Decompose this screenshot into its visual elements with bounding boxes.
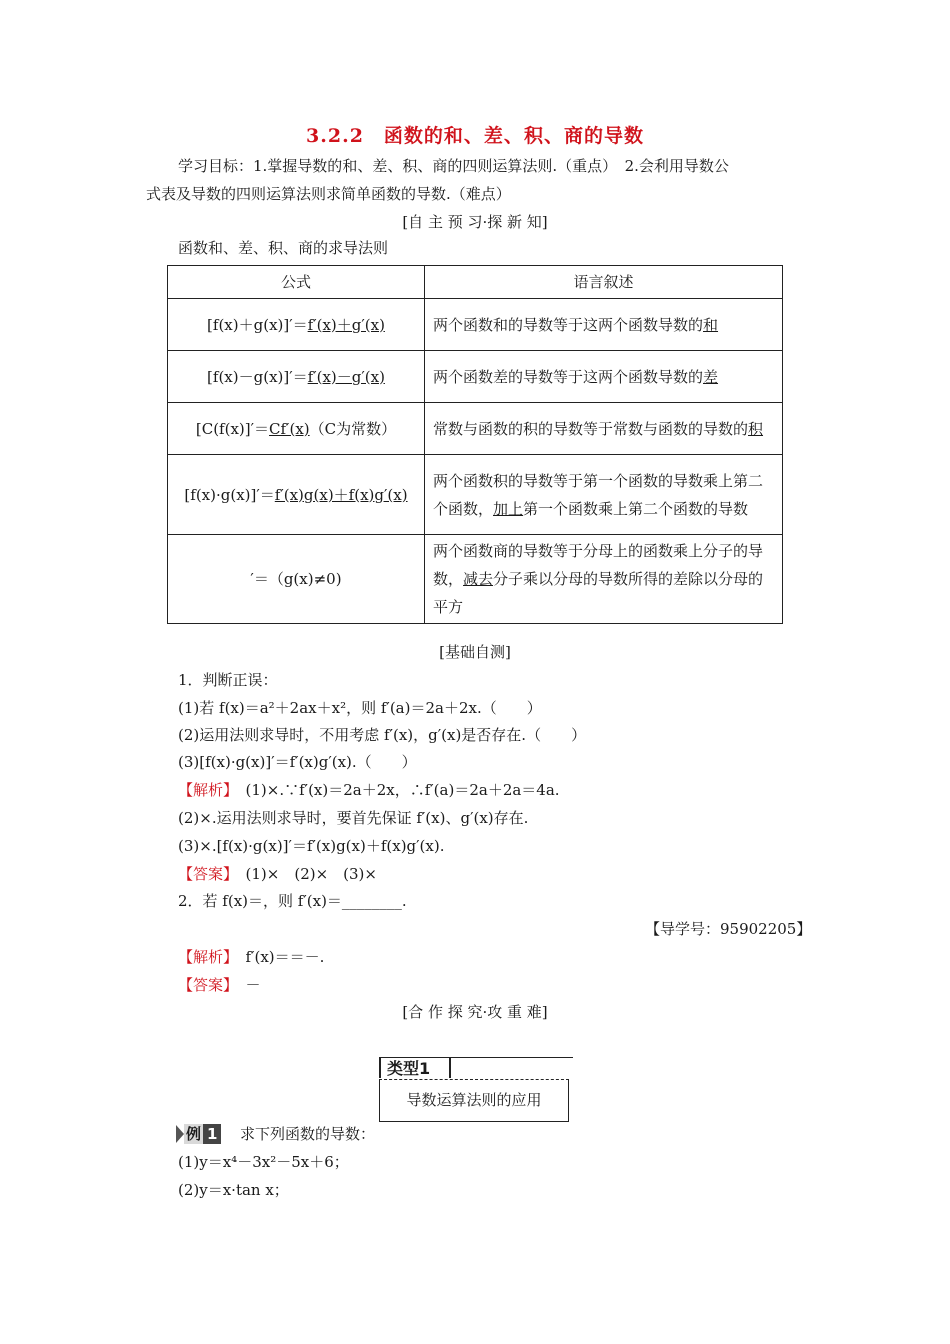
section-coop-heading: [合 作 探 究·攻 重 难] — [402, 1003, 548, 1021]
table-header-row — [168, 266, 783, 299]
example-word: 例 — [186, 1125, 202, 1143]
table-row — [168, 535, 783, 624]
q1-analysis: 【解析】 (1)×.∵f′(x)＝2a＋2x，∴f′(a)＝2a＋2a＝4a. — [178, 781, 560, 799]
objectives-line-2: 式表及导数的四则运算法则求简单函数的导数.（难点） — [146, 185, 511, 203]
example-stem: 求下列函数的导数： — [240, 1125, 376, 1143]
q1-answer: 【答案】 (1)× (2)× (3)× — [178, 865, 377, 883]
type-badge-topic: 导数运算法则的应用 — [379, 1079, 569, 1122]
q1-item-2: (2)运用法则求导时，不用考虑 f′(x)，g′(x)是否存在.（ ） — [178, 726, 587, 744]
section-preview-heading: [自 主 预 习·探 新 知] — [402, 213, 548, 231]
answer-label: 【答案】 — [178, 865, 231, 883]
page-title: 3.2.2 函数的和、差、积、商的导数 — [306, 125, 644, 147]
q2-answer: 【答案】 － — [178, 976, 261, 994]
description-cell: 两个函数和的导数等于这两个函数导数的和 — [425, 299, 783, 351]
formula-cell: [f(x)－g(x)]′＝f′(x)－g′(x) — [168, 351, 425, 403]
q2-analysis: 【解析】 f′(x)＝＝－. — [178, 948, 325, 966]
q1-item-1: (1)若 f(x)＝a²＋2ax＋x²，则 f′(a)＝2a＋2x.（ ） — [178, 699, 542, 717]
description-cell: 两个函数积的导数等于第一个函数的导数乘上第二个函数，加上第一个函数乘上第二个函数的导数 — [425, 455, 783, 535]
formula-cell: [C(f(x)]′＝Cf′(x)（C为常数） — [168, 403, 425, 455]
example-tag — [176, 1124, 221, 1144]
type-badge — [379, 1057, 571, 1122]
derivative-rules-table — [167, 265, 783, 624]
formula-cell: ′＝（g(x)≠0) — [168, 535, 425, 624]
table-header-description: 语言叙述 — [425, 266, 783, 299]
analysis-label: 【解析】 — [178, 781, 231, 799]
example-number: 1 — [203, 1124, 221, 1144]
formula-cell: [f(x)·g(x)]′＝f′(x)g(x)＋f(x)g′(x) — [168, 455, 425, 535]
table-row — [168, 455, 783, 535]
description-cell: 常数与函数的积的导数等于常数与函数的导数的积 — [425, 403, 783, 455]
type-badge-divider — [449, 1058, 451, 1078]
table-row — [168, 403, 783, 455]
type-badge-header — [379, 1057, 573, 1078]
q2-reference-number: 【导学号：95902205】 — [645, 920, 812, 938]
rules-heading: 函数和、差、积、商的求导法则 — [178, 239, 389, 257]
q1-analysis-3: (3)×.[f(x)·g(x)]′＝f′(x)g(x)＋f(x)g′(x). — [178, 837, 445, 855]
objectives-line-1: 学习目标：1.掌握导数的和、差、积、商的四则运算法则.（重点） 2.会利用导数公 — [178, 157, 729, 175]
table-row — [168, 299, 783, 351]
analysis-label: 【解析】 — [178, 948, 231, 966]
example-item-1: (1)y＝x⁴－3x²－5x＋6； — [178, 1153, 349, 1171]
q2-stem: 2．若 f(x)＝，则 f′(x)＝________. — [178, 892, 407, 910]
table-row — [168, 351, 783, 403]
table-header-formula: 公式 — [168, 266, 425, 299]
description-cell: 两个函数商的导数等于分母上的函数乘上分子的导数，减去分子乘以分母的导数所得的差除以分母的平方 — [425, 535, 783, 624]
arrow-icon — [176, 1125, 184, 1143]
description-cell: 两个函数差的导数等于这两个函数导数的差 — [425, 351, 783, 403]
type-badge-label: 类型1 — [387, 1059, 431, 1078]
example-item-2: (2)y＝x·tan x； — [178, 1181, 289, 1199]
answer-label: 【答案】 — [178, 976, 231, 994]
formula-cell: [f(x)＋g(x)]′＝f′(x)＋g′(x) — [168, 299, 425, 351]
section-basic-heading: [基础自测] — [439, 643, 511, 661]
q1-stem: 1．判断正误： — [178, 671, 278, 689]
q1-analysis-2: (2)×.运用法则求导时，要首先保证 f′(x)、g′(x)存在. — [178, 809, 529, 827]
q1-item-3: (3)[f(x)·g(x)]′＝f′(x)g′(x).（ ） — [178, 753, 417, 771]
